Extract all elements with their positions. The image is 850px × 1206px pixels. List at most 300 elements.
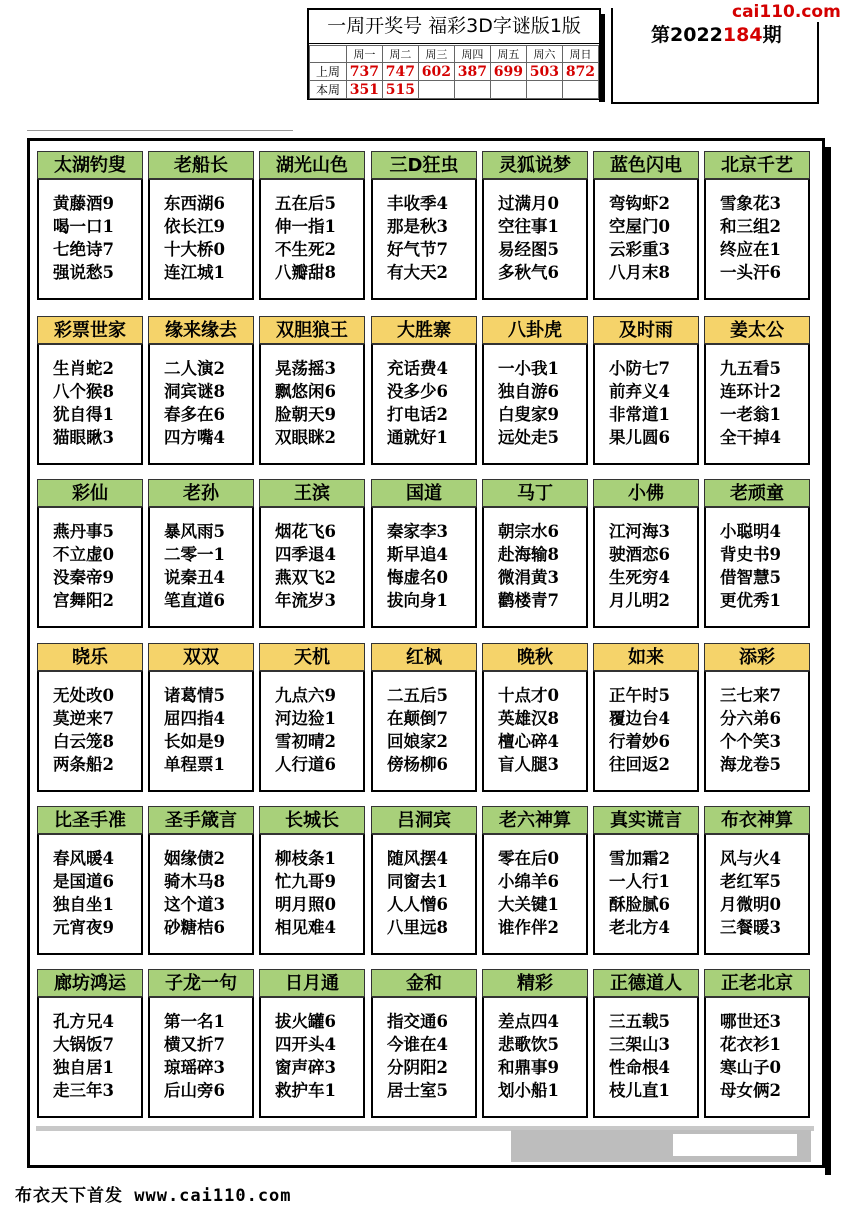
riddle-line: 往回返2 xyxy=(609,755,670,774)
riddle-line: 母女俩2 xyxy=(720,1081,781,1100)
riddle-author-title: 老顽童 xyxy=(704,479,810,507)
riddle-line: 空屋门0 xyxy=(609,217,670,236)
this-week-label: 本周 xyxy=(310,81,347,99)
riddle-line: 五在后5 xyxy=(275,194,336,213)
riddle-author-title: 八卦虎 xyxy=(482,316,588,344)
riddle-cell xyxy=(482,316,588,465)
riddle-line: 大关键1 xyxy=(498,895,559,914)
riddle-line: 江河海3 xyxy=(609,522,670,541)
riddle-line: 洞宾谜8 xyxy=(164,382,225,401)
riddle-line: 小防七7 xyxy=(609,359,670,378)
riddle-line: 英雄汉8 xyxy=(498,709,559,728)
riddle-cell xyxy=(593,479,699,628)
riddle-line: 酥脸腻6 xyxy=(609,895,670,914)
riddle-cell xyxy=(704,151,810,300)
riddle-line: 一头汗6 xyxy=(720,263,781,282)
riddle-line: 三七来7 xyxy=(720,686,781,705)
riddle-line: 横又折7 xyxy=(164,1035,225,1054)
riddle-author-title: 三D狂虫 xyxy=(371,151,477,179)
riddle-cell xyxy=(259,479,365,628)
riddle-cell xyxy=(259,969,365,1118)
riddle-lines xyxy=(482,507,588,628)
riddle-line: 生肖蛇2 xyxy=(53,359,114,378)
result-number: 872 xyxy=(562,63,598,81)
riddle-line: 明月照0 xyxy=(275,895,336,914)
riddle-line: 雪象花3 xyxy=(720,194,781,213)
riddle-line: 驶酒恋6 xyxy=(609,545,670,564)
riddle-line: 连环计2 xyxy=(720,382,781,401)
riddle-line: 伸一指1 xyxy=(275,217,336,236)
riddle-cell xyxy=(704,316,810,465)
riddle-line: 三五载5 xyxy=(609,1012,670,1031)
riddle-cell xyxy=(593,806,699,955)
riddle-line: 单程票1 xyxy=(164,755,225,774)
riddle-author-title: 彩票世家 xyxy=(37,316,143,344)
riddle-line: 二零一1 xyxy=(164,545,225,564)
riddle-author-title: 正老北京 xyxy=(704,969,810,997)
riddle-author-title: 比圣手准 xyxy=(37,806,143,834)
bottom-gray-box xyxy=(511,1130,811,1162)
riddle-lines xyxy=(259,507,365,628)
riddle-cell xyxy=(37,151,143,300)
riddle-line: 过满月0 xyxy=(498,194,559,213)
riddle-line: 七绝诗7 xyxy=(53,240,114,259)
riddle-cell xyxy=(482,643,588,792)
riddle-line: 指交通6 xyxy=(387,1012,448,1031)
riddle-cell xyxy=(371,479,477,628)
riddle-lines xyxy=(704,344,810,465)
riddle-line: 一老翁1 xyxy=(720,405,781,424)
riddle-cell xyxy=(593,643,699,792)
weekly-results-table xyxy=(307,8,601,100)
riddle-line: 救护车1 xyxy=(275,1081,336,1100)
riddle-line: 檀心碎4 xyxy=(498,732,559,751)
riddle-line: 一人行1 xyxy=(609,872,670,891)
riddle-author-title: 及时雨 xyxy=(593,316,699,344)
riddle-lines xyxy=(593,671,699,792)
riddle-line: 八月末8 xyxy=(609,263,670,282)
riddle-line: 易经图5 xyxy=(498,240,559,259)
result-number: 747 xyxy=(382,63,418,81)
riddle-lines xyxy=(371,344,477,465)
issue-number: 第2022184期 xyxy=(651,24,782,46)
riddle-line: 拔向身1 xyxy=(387,591,448,610)
riddle-line: 九点六9 xyxy=(275,686,336,705)
riddle-author-title: 正德道人 xyxy=(593,969,699,997)
riddle-line: 生死穷4 xyxy=(609,568,670,587)
riddle-author-title: 红枫 xyxy=(371,643,477,671)
riddle-author-title: 灵狐说梦 xyxy=(482,151,588,179)
riddle-line: 有大天2 xyxy=(387,263,448,282)
riddle-line: 宫舞阳2 xyxy=(53,591,114,610)
riddle-lines xyxy=(593,179,699,300)
result-number: 351 xyxy=(346,81,382,99)
riddle-line: 三餐暖3 xyxy=(720,918,781,937)
riddle-lines xyxy=(148,179,254,300)
riddle-lines xyxy=(37,671,143,792)
riddle-cell xyxy=(371,316,477,465)
riddle-line: 无处改0 xyxy=(53,686,114,705)
riddle-lines xyxy=(148,507,254,628)
riddle-line: 四季退4 xyxy=(275,545,336,564)
riddle-lines xyxy=(259,344,365,465)
riddle-lines xyxy=(371,671,477,792)
riddle-line: 全干掉4 xyxy=(720,428,781,447)
riddle-cell xyxy=(259,151,365,300)
riddle-line: 充话费4 xyxy=(387,359,448,378)
riddle-line: 斯早追4 xyxy=(387,545,448,564)
riddle-line: 个个笑3 xyxy=(720,732,781,751)
riddle-line: 更优秀1 xyxy=(720,591,781,610)
riddle-line: 飘悠闲6 xyxy=(275,382,336,401)
result-number xyxy=(454,81,490,99)
riddle-line: 二人演2 xyxy=(164,359,225,378)
riddle-line: 不立虚0 xyxy=(53,545,114,564)
riddle-cell xyxy=(371,643,477,792)
riddle-line: 没多少6 xyxy=(387,382,448,401)
riddle-line: 空往事1 xyxy=(498,217,559,236)
riddle-author-title: 大胜寨 xyxy=(371,316,477,344)
riddle-line: 东西湖6 xyxy=(164,194,225,213)
result-number xyxy=(418,81,454,99)
riddle-author-title: 如来 xyxy=(593,643,699,671)
riddle-line: 喝一口1 xyxy=(53,217,114,236)
riddle-line: 行着妙6 xyxy=(609,732,670,751)
riddle-line: 雪加霜2 xyxy=(609,849,670,868)
riddle-author-title: 北京千艺 xyxy=(704,151,810,179)
riddle-line: 老红军5 xyxy=(720,872,781,891)
riddle-line: 燕双飞2 xyxy=(275,568,336,587)
riddle-line: 暴风雨5 xyxy=(164,522,225,541)
riddle-line: 花衣衫1 xyxy=(720,1035,781,1054)
riddle-line: 这个道3 xyxy=(164,895,225,914)
riddle-line: 白叟家9 xyxy=(498,405,559,424)
riddle-line: 第一名1 xyxy=(164,1012,225,1031)
riddle-line: 悔虚名0 xyxy=(387,568,448,587)
riddle-lines xyxy=(704,671,810,792)
riddle-line: 寒山子0 xyxy=(720,1058,781,1077)
riddle-line: 是国道6 xyxy=(53,872,114,891)
day-label: 周五 xyxy=(490,46,526,63)
riddle-cell xyxy=(37,479,143,628)
riddle-author-title: 缘来缘去 xyxy=(148,316,254,344)
riddle-line: 柳枝条1 xyxy=(275,849,336,868)
riddle-line: 孔方兄4 xyxy=(53,1012,114,1031)
result-number xyxy=(562,81,598,99)
this-week-row xyxy=(310,81,599,99)
riddle-line: 通就好1 xyxy=(387,428,448,447)
riddle-line: 微涓黄3 xyxy=(498,568,559,587)
day-label: 周日 xyxy=(562,46,598,63)
riddle-line: 分阴阳2 xyxy=(387,1058,448,1077)
riddle-cell xyxy=(371,806,477,955)
riddle-line: 悲歌饮5 xyxy=(498,1035,559,1054)
riddle-line: 在颠倒7 xyxy=(387,709,448,728)
riddle-line: 零在后0 xyxy=(498,849,559,868)
result-number xyxy=(526,81,562,99)
riddle-author-title: 布衣神算 xyxy=(704,806,810,834)
issue-box xyxy=(611,8,819,104)
riddle-cell xyxy=(704,806,810,955)
riddle-line: 枝儿直1 xyxy=(609,1081,670,1100)
riddle-line: 老北方4 xyxy=(609,918,670,937)
riddle-line: 前弃义4 xyxy=(609,382,670,401)
riddle-cell xyxy=(593,151,699,300)
riddle-cell xyxy=(37,806,143,955)
riddle-lines xyxy=(148,834,254,955)
riddle-author-title: 金和 xyxy=(371,969,477,997)
riddle-lines xyxy=(371,834,477,955)
riddle-line: 强说愁5 xyxy=(53,263,114,282)
riddle-line: 屈四指4 xyxy=(164,709,225,728)
riddle-author-title: 小佛 xyxy=(593,479,699,507)
riddle-lines xyxy=(37,834,143,955)
riddle-line: 相见难4 xyxy=(275,918,336,937)
day-label: 周六 xyxy=(526,46,562,63)
footer-text: 布衣天下首发 www.cai110.com xyxy=(15,1186,292,1206)
riddle-cell xyxy=(148,806,254,955)
riddle-line: 盲人腿3 xyxy=(498,755,559,774)
riddle-line: 走三年3 xyxy=(53,1081,114,1100)
riddle-line: 划小船1 xyxy=(498,1081,559,1100)
riddle-cell xyxy=(482,479,588,628)
riddle-author-title: 老六神算 xyxy=(482,806,588,834)
riddle-author-title: 国道 xyxy=(371,479,477,507)
riddle-author-title: 马丁 xyxy=(482,479,588,507)
riddle-lines xyxy=(593,997,699,1118)
riddle-line: 一小我1 xyxy=(498,359,559,378)
riddle-line: 四开头4 xyxy=(275,1035,336,1054)
riddle-author-title: 老孙 xyxy=(148,479,254,507)
riddle-cell xyxy=(704,479,810,628)
riddle-lines xyxy=(482,997,588,1118)
riddle-lines xyxy=(148,671,254,792)
riddle-lines xyxy=(482,834,588,955)
riddle-line: 独自居1 xyxy=(53,1058,114,1077)
riddle-line: 和三组2 xyxy=(720,217,781,236)
riddle-line: 月儿明2 xyxy=(609,591,670,610)
riddle-line: 忙九哥9 xyxy=(275,872,336,891)
riddle-line: 傍杨柳6 xyxy=(387,755,448,774)
bottom-white-box xyxy=(673,1134,797,1156)
riddle-lines xyxy=(371,997,477,1118)
riddle-lines xyxy=(704,997,810,1118)
riddle-line: 元宵夜9 xyxy=(53,918,114,937)
riddle-line: 果儿圆6 xyxy=(609,428,670,447)
riddle-lines xyxy=(593,834,699,955)
header-shadow xyxy=(599,14,605,102)
riddle-line: 多秋气6 xyxy=(498,263,559,282)
riddle-lines xyxy=(37,997,143,1118)
day-label: 周三 xyxy=(418,46,454,63)
riddle-author-title: 蓝色闪电 xyxy=(593,151,699,179)
riddle-line: 双眼眯2 xyxy=(275,428,336,447)
riddle-line: 今谁在4 xyxy=(387,1035,448,1054)
riddle-line: 朝宗水6 xyxy=(498,522,559,541)
riddle-author-title: 双双 xyxy=(148,643,254,671)
riddle-lines xyxy=(482,344,588,465)
riddle-line: 两条船2 xyxy=(53,755,114,774)
riddle-cell xyxy=(371,969,477,1118)
riddle-author-title: 廊坊鸿运 xyxy=(37,969,143,997)
riddle-line: 小聪明4 xyxy=(720,522,781,541)
riddle-author-title: 太湖钓叟 xyxy=(37,151,143,179)
riddle-lines xyxy=(371,507,477,628)
riddle-line: 莫逆来7 xyxy=(53,709,114,728)
riddle-line: 白云笼8 xyxy=(53,732,114,751)
riddle-line: 烟花飞6 xyxy=(275,522,336,541)
riddle-line: 独自游6 xyxy=(498,382,559,401)
riddle-lines xyxy=(37,507,143,628)
riddle-cell xyxy=(37,643,143,792)
day-label: 周一 xyxy=(346,46,382,63)
riddle-cell xyxy=(259,806,365,955)
days-row xyxy=(310,46,599,63)
riddle-cell xyxy=(148,151,254,300)
riddle-lines xyxy=(148,997,254,1118)
riddle-author-title: 圣手箴言 xyxy=(148,806,254,834)
riddle-lines xyxy=(259,834,365,955)
riddle-author-title: 晓乐 xyxy=(37,643,143,671)
riddle-line: 风与火4 xyxy=(720,849,781,868)
riddle-line: 不生死2 xyxy=(275,240,336,259)
riddle-line: 远处走5 xyxy=(498,428,559,447)
riddle-line: 九五看5 xyxy=(720,359,781,378)
result-number: 737 xyxy=(346,63,382,81)
riddle-line: 长如是9 xyxy=(164,732,225,751)
weekly-title: 一周开奖号 福彩3D字谜版1版 xyxy=(309,10,599,44)
riddle-line: 窗声碎3 xyxy=(275,1058,336,1077)
result-number: 387 xyxy=(454,63,490,81)
last-week-label: 上周 xyxy=(310,63,347,81)
riddle-line: 姻缘债2 xyxy=(164,849,225,868)
riddle-author-title: 王滨 xyxy=(259,479,365,507)
riddle-line: 十大桥0 xyxy=(164,240,225,259)
riddle-author-title: 吕洞宾 xyxy=(371,806,477,834)
riddle-cell xyxy=(593,969,699,1118)
result-number: 602 xyxy=(418,63,454,81)
riddle-line: 诸葛情5 xyxy=(164,686,225,705)
riddle-author-title: 彩仙 xyxy=(37,479,143,507)
results-grid xyxy=(309,45,599,99)
riddle-line: 拔火罐6 xyxy=(275,1012,336,1031)
result-number: 503 xyxy=(526,63,562,81)
riddle-line: 非常道1 xyxy=(609,405,670,424)
riddle-lines xyxy=(704,179,810,300)
riddle-line: 回娘家2 xyxy=(387,732,448,751)
riddle-line: 海龙卷5 xyxy=(720,755,781,774)
riddle-author-title: 子龙一句 xyxy=(148,969,254,997)
result-number xyxy=(490,81,526,99)
riddle-line: 燕丹事5 xyxy=(53,522,114,541)
riddle-cell xyxy=(37,969,143,1118)
riddle-line: 云彩重3 xyxy=(609,240,670,259)
riddle-lines xyxy=(259,179,365,300)
riddle-cell xyxy=(482,969,588,1118)
riddle-author-title: 真实谎言 xyxy=(593,806,699,834)
riddle-line: 秦家李3 xyxy=(387,522,448,541)
riddle-line: 独自坐1 xyxy=(53,895,114,914)
riddle-line: 二五后5 xyxy=(387,686,448,705)
riddle-author-title: 湖光山色 xyxy=(259,151,365,179)
riddle-cell xyxy=(148,479,254,628)
riddle-line: 骑木马8 xyxy=(164,872,225,891)
result-number: 515 xyxy=(382,81,418,99)
riddle-line: 终应在1 xyxy=(720,240,781,259)
riddle-cell xyxy=(704,969,810,1118)
riddle-cell xyxy=(259,316,365,465)
riddle-line: 大锅饭7 xyxy=(53,1035,114,1054)
riddle-line: 背史书9 xyxy=(720,545,781,564)
riddle-line: 谁作伴2 xyxy=(498,918,559,937)
riddle-author-title: 双胆狼王 xyxy=(259,316,365,344)
riddle-cell xyxy=(482,806,588,955)
riddle-line: 琼瑶碎3 xyxy=(164,1058,225,1077)
riddle-line: 月微明0 xyxy=(720,895,781,914)
riddle-line: 犹自得1 xyxy=(53,405,114,424)
riddle-line: 差点四4 xyxy=(498,1012,559,1031)
riddle-author-title: 精彩 xyxy=(482,969,588,997)
riddle-cell xyxy=(148,643,254,792)
riddle-lines xyxy=(148,344,254,465)
riddle-line: 赴海输8 xyxy=(498,545,559,564)
riddle-line: 十点才0 xyxy=(498,686,559,705)
riddle-line: 连江城1 xyxy=(164,263,225,282)
divider xyxy=(27,130,293,131)
riddle-line: 弯钩虾2 xyxy=(609,194,670,213)
riddle-line: 春多在6 xyxy=(164,405,225,424)
riddle-line: 分六弟6 xyxy=(720,709,781,728)
riddle-line: 脸朝天9 xyxy=(275,405,336,424)
riddle-author-title: 天机 xyxy=(259,643,365,671)
riddle-line: 覆边台4 xyxy=(609,709,670,728)
riddle-line: 人行道6 xyxy=(275,755,336,774)
riddle-author-title: 晚秋 xyxy=(482,643,588,671)
riddle-lines xyxy=(37,344,143,465)
riddle-line: 三架山3 xyxy=(609,1035,670,1054)
day-label: 周二 xyxy=(382,46,418,63)
riddle-line: 说秦丑4 xyxy=(164,568,225,587)
riddle-line: 笔直道6 xyxy=(164,591,225,610)
riddle-line: 八里远8 xyxy=(387,918,448,937)
frame-shadow xyxy=(825,147,831,1175)
riddle-line: 砂糖桔6 xyxy=(164,918,225,937)
riddle-grid-frame xyxy=(27,138,825,1168)
riddle-cell xyxy=(704,643,810,792)
riddle-line: 雪初晴2 xyxy=(275,732,336,751)
riddle-cell xyxy=(593,316,699,465)
riddle-lines xyxy=(259,671,365,792)
riddle-lines xyxy=(37,179,143,300)
riddle-lines xyxy=(704,507,810,628)
riddle-line: 鹳楼青7 xyxy=(498,591,559,610)
riddle-line: 晃荡摇3 xyxy=(275,359,336,378)
riddle-line: 依长江9 xyxy=(164,217,225,236)
riddle-line: 八个猴8 xyxy=(53,382,114,401)
riddle-lines xyxy=(482,179,588,300)
riddle-author-title: 日月通 xyxy=(259,969,365,997)
riddle-cell xyxy=(148,969,254,1118)
riddle-line: 性命根4 xyxy=(609,1058,670,1077)
riddle-lines xyxy=(704,834,810,955)
riddle-line: 春风暖4 xyxy=(53,849,114,868)
riddle-line: 年流岁3 xyxy=(275,591,336,610)
riddle-line: 猫眼瞅3 xyxy=(53,428,114,447)
riddle-line: 黄藤酒9 xyxy=(53,194,114,213)
site-logo[interactable]: cai110.com xyxy=(732,2,841,22)
riddle-line: 借智慧5 xyxy=(720,568,781,587)
riddle-line: 没秦帝9 xyxy=(53,568,114,587)
